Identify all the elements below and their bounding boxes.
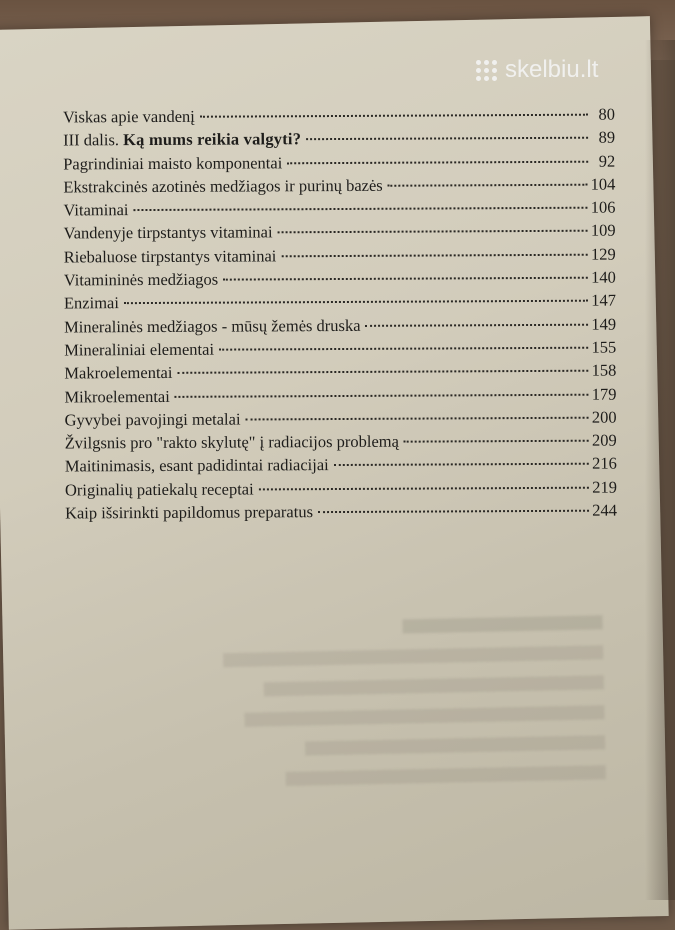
toc-leader-dots (246, 417, 589, 421)
toc-leader-dots (219, 347, 588, 351)
toc-entry-title: Viskas apie vandenį (62, 106, 195, 127)
toc-page-number: 129 (590, 244, 616, 264)
toc-page-number: 109 (590, 221, 616, 241)
toc-leader-dots (124, 300, 588, 304)
show-through-text (82, 577, 609, 928)
toc-leader-dots (404, 440, 589, 443)
toc-leader-dots (278, 230, 588, 234)
toc-entry-title: Vitamininės medžiagos (63, 269, 219, 290)
toc-entry (64, 405, 616, 431)
toc-page-number: 209 (591, 430, 617, 450)
toc-leader-dots (175, 393, 589, 397)
toc-entry-title: Mineralinės medžiagos - mūsų žemės druska (64, 315, 361, 337)
toc-entry-title: Vitaminai (63, 200, 129, 220)
toc-entry-title: Pagrindiniai maisto komponentai (63, 152, 283, 174)
toc-entry (65, 429, 617, 455)
toc-entry (64, 242, 616, 268)
toc-page-number: 80 (598, 104, 616, 124)
toc-page-number: 92 (598, 151, 616, 171)
toc-entry (64, 336, 616, 362)
toc-page-number: 104 (590, 174, 616, 194)
toc-page-number: 216 (591, 454, 617, 474)
toc-entry (64, 359, 616, 385)
toc-entry-title: Gyvybei pavojingi metalai (64, 409, 241, 430)
dots-grid-icon (476, 60, 497, 81)
toc-entry (63, 149, 615, 175)
toc-entry-title (63, 127, 303, 151)
toc-page-number: 219 (592, 477, 617, 497)
toc-entry-title: Riebaluose tirpstantys vitaminai (63, 246, 277, 267)
toc-leader-dots (318, 510, 589, 513)
toc-entry-title: Originalių patiekalų receptai (64, 479, 254, 500)
toc-leader-dots (200, 114, 588, 118)
toc-entry (64, 219, 616, 245)
toc-page-number: 147 (591, 290, 616, 311)
toc-entry-prefix: III dalis. (63, 130, 124, 150)
toc-entry-title: Kaip išsirinkti papildomus preparatus (64, 502, 314, 523)
page-edge-shadow (645, 40, 675, 900)
toc-page-number: 149 (591, 314, 617, 334)
toc-leader-dots (334, 463, 589, 466)
watermark-text: skelbiu.lt (505, 56, 599, 83)
toc-page-number: 158 (591, 360, 617, 380)
toc-leader-dots (388, 184, 588, 187)
table-of-contents (63, 103, 617, 525)
toc-entry-title: Mikroelementai (64, 386, 170, 407)
toc-entry (63, 126, 615, 152)
toc-page-number: 106 (590, 197, 616, 217)
toc-entry-title: Žvilgsnis pro "rakto skylutę" į radiacijos problemą (64, 431, 399, 453)
toc-entry (65, 475, 617, 501)
toc-entry-title: Maitinimasis, esant padidintai radiacijai (64, 455, 329, 476)
toc-page-number: 200 (591, 407, 617, 427)
toc-entry (64, 289, 616, 315)
toc-entry-title: Makroelementai (64, 363, 173, 383)
toc-leader-dots (366, 323, 589, 326)
toc-leader-dots (259, 486, 589, 490)
toc-entry (64, 312, 616, 338)
toc-page-number: 244 (592, 500, 618, 520)
toc-entry (63, 196, 615, 222)
toc-entry (63, 172, 615, 198)
toc-leader-dots (223, 277, 588, 281)
toc-entry-title: Enzimai (63, 293, 119, 313)
toc-leader-dots (306, 137, 588, 140)
toc-page-number: 89 (598, 127, 616, 147)
toc-entry-title-bold: Ką mums reikia valgyti? (123, 129, 302, 150)
toc-page-number: 155 (591, 337, 617, 357)
toc-entry (65, 499, 617, 525)
toc-entry-title: Mineraliniai elementai (64, 339, 215, 360)
toc-page-number: 140 (591, 267, 616, 287)
toc-leader-dots (281, 253, 588, 257)
toc-leader-dots (287, 160, 588, 164)
watermark (476, 56, 598, 84)
toc-entry (64, 382, 616, 408)
toc-entry (64, 266, 616, 292)
toc-entry-title: Vandenyje tirpstantys vitaminai (63, 222, 273, 243)
toc-leader-dots (133, 207, 587, 211)
toc-page-number: 179 (591, 384, 617, 404)
toc-entry (65, 452, 617, 478)
toc-leader-dots (177, 370, 588, 374)
toc-entry (63, 103, 615, 129)
toc-entry-title: Ekstrakcinės azotinės medžiagos ir purinų bazės (63, 175, 383, 197)
